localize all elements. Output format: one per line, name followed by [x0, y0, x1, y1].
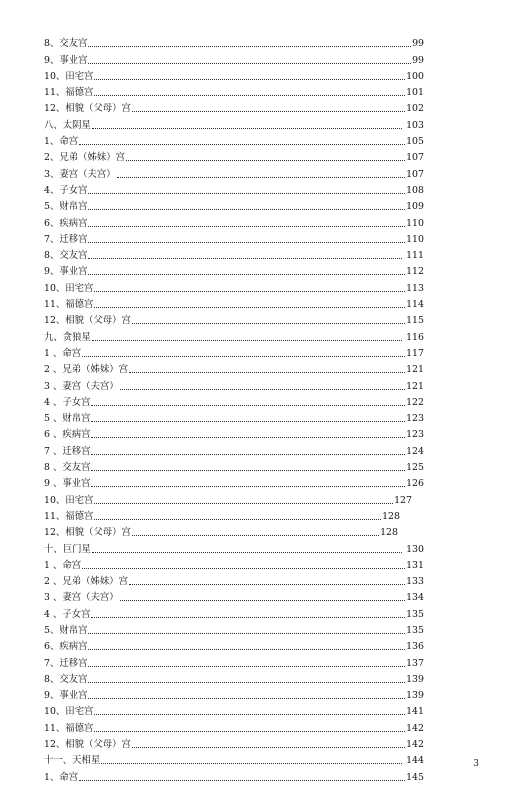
toc-entry-page: 117	[406, 347, 424, 359]
toc-entry-page: 133	[406, 576, 424, 588]
toc-entry[interactable]	[44, 376, 424, 392]
toc-entry[interactable]	[44, 409, 424, 425]
toc-entry-title: 4 、子女宫	[44, 396, 91, 408]
toc-entry-page: 109	[406, 201, 424, 213]
toc-leader-dots	[126, 160, 405, 161]
toc-entry-title: 1、命宫	[44, 136, 79, 148]
toc-entry-title: 8、交友宫	[44, 38, 88, 50]
toc-entry-title: 九、贪狼星	[44, 331, 91, 343]
toc-entry[interactable]	[44, 604, 424, 620]
toc-leader-dots	[129, 584, 405, 585]
toc-entry-page: 124	[406, 445, 424, 457]
toc-leader-dots	[91, 421, 405, 422]
toc-leader-dots	[88, 274, 405, 275]
toc-entry-page: 139	[406, 690, 424, 702]
toc-entry-title: 1 、命宫	[44, 347, 82, 359]
toc-entry-page: 134	[406, 592, 424, 604]
toc-entry[interactable]	[44, 588, 424, 604]
toc-entry-title: 11、福德宫	[44, 87, 94, 99]
toc-entry-page: 144	[406, 755, 424, 767]
toc-entry-page: 101	[406, 87, 424, 99]
toc-entry[interactable]	[44, 670, 424, 686]
toc-entry-page: 142	[406, 722, 424, 734]
toc-entry-page: 139	[406, 673, 424, 685]
toc-entry[interactable]	[44, 572, 424, 588]
toc-entry[interactable]	[44, 278, 424, 294]
toc-entry-title: 八、太阴星	[44, 119, 91, 131]
toc-entry-title: 8、交友宫	[44, 250, 88, 262]
toc-entry-title: 3 、妻宫（夫宫）	[44, 592, 119, 604]
toc-entry[interactable]	[44, 311, 424, 327]
toc-entry-title: 11、福德宫	[44, 510, 94, 522]
toc-entry[interactable]	[44, 132, 424, 148]
toc-entry[interactable]	[44, 197, 424, 213]
toc-entry-title: 7 、迁移宫	[44, 445, 91, 457]
toc-entry-page: 121	[406, 380, 424, 392]
toc-entry-page: 107	[406, 168, 424, 180]
toc-entry-page: 131	[406, 559, 424, 571]
toc-entry[interactable]	[44, 360, 424, 376]
toc-entry-page: 121	[406, 364, 424, 376]
toc-entry-page: 136	[406, 641, 424, 653]
toc-entry-title: 3、妻宫（夫宫）	[44, 168, 116, 180]
toc-entry[interactable]	[44, 653, 424, 669]
toc-entry-title: 12、相貌（父母）宫	[44, 527, 131, 539]
toc-entry-title: 3 、妻宫（夫宫）	[44, 380, 119, 392]
toc-entry-title: 2 、兄弟（姊妹）宫	[44, 576, 128, 588]
toc-leader-dots	[101, 763, 402, 764]
toc-entry[interactable]	[44, 148, 424, 164]
toc-entry[interactable]	[44, 425, 424, 441]
toc-entry-page: 135	[406, 624, 424, 636]
toc-entry-page: 110	[406, 233, 424, 245]
toc-entry[interactable]	[44, 213, 424, 229]
toc-entry-page: 116	[406, 331, 424, 343]
toc-entry[interactable]	[44, 67, 424, 83]
toc-entry-title: 2 、兄弟（姊妹）宫	[44, 364, 128, 376]
toc-leader-dots	[94, 503, 393, 504]
toc-entry-title: 5、财帛宫	[44, 624, 88, 636]
toc-entry-title: 4、子女宫	[44, 184, 88, 196]
page-number: 3	[473, 759, 479, 769]
toc-entry-page: 105	[406, 136, 424, 148]
toc-entry-title: 十一、天相星	[44, 755, 101, 767]
toc-entry-page: 102	[406, 103, 424, 115]
toc-leader-dots	[88, 63, 411, 64]
toc-leader-dots	[88, 258, 402, 259]
toc-leader-dots	[92, 340, 402, 341]
toc-leader-dots	[91, 454, 405, 455]
toc-entry-page: 122	[406, 396, 424, 408]
toc-leader-dots	[91, 486, 405, 487]
toc-entry-title: 1、命宫	[44, 771, 79, 783]
toc-entry[interactable]	[44, 181, 424, 197]
toc-leader-dots	[120, 600, 406, 601]
toc-entry[interactable]	[44, 523, 398, 539]
toc-entry-title: 4 、子女宫	[44, 608, 91, 620]
toc-entry-page: 123	[406, 429, 424, 441]
toc-entry-title: 2、兄弟（姊妹）宫	[44, 152, 125, 164]
toc-leader-dots	[94, 519, 381, 520]
toc-entry-title: 9 、事业宫	[44, 478, 91, 490]
toc-entry-title: 12、相貌（父母）宫	[44, 103, 131, 115]
toc-entry[interactable]	[44, 246, 424, 262]
toc-entry-title: 8、交友宫	[44, 673, 88, 685]
toc-leader-dots	[88, 46, 411, 47]
toc-leader-dots	[91, 617, 405, 618]
toc-entry[interactable]	[44, 99, 424, 115]
toc-entry-title: 7、迁移宫	[44, 657, 88, 669]
toc-leader-dots	[88, 682, 405, 683]
toc-leader-dots	[132, 111, 405, 112]
toc-entry-page: 137	[406, 657, 424, 669]
toc-entry[interactable]	[44, 507, 400, 523]
toc-leader-dots	[82, 356, 405, 357]
toc-entry[interactable]	[44, 50, 424, 66]
toc-leader-dots	[91, 470, 405, 471]
toc-entry-title: 1 、命宫	[44, 559, 82, 571]
toc-leader-dots	[88, 242, 405, 243]
toc-entry-title: 8 、交友宫	[44, 462, 91, 474]
toc-leader-dots	[88, 649, 405, 650]
toc-leader-dots	[120, 389, 406, 390]
toc-entry[interactable]	[44, 556, 424, 572]
toc-entry[interactable]	[44, 441, 424, 457]
toc-entry[interactable]	[44, 458, 424, 474]
toc-entry-page: 135	[406, 608, 424, 620]
toc-leader-dots	[94, 731, 405, 732]
toc-entry-page: 126	[406, 478, 424, 490]
toc-entry-title: 10、田宅宫	[44, 70, 94, 82]
toc-entry[interactable]	[44, 718, 424, 734]
toc-entry-page: 128	[380, 527, 398, 539]
toc-entry-page: 99	[412, 38, 424, 50]
toc-leader-dots	[79, 780, 405, 781]
toc-entry-page: 141	[406, 706, 424, 718]
toc-entry-page: 142	[406, 739, 424, 751]
toc-entry[interactable]	[44, 262, 424, 278]
toc-entry[interactable]	[44, 735, 424, 751]
toc-entry-page: 113	[406, 282, 424, 294]
toc-entry-page: 125	[406, 462, 424, 474]
toc-entry-title: 11、福德宫	[44, 722, 94, 734]
toc-entry[interactable]	[44, 490, 412, 506]
toc-entry-page: 123	[406, 413, 424, 425]
toc-entry[interactable]	[44, 295, 424, 311]
toc-entry[interactable]	[44, 474, 424, 490]
toc-entry-page: 127	[394, 494, 412, 506]
toc-entry-page: 103	[406, 119, 424, 131]
toc-section-entry[interactable]	[44, 539, 424, 555]
toc-leader-dots	[88, 633, 405, 634]
toc-leader-dots	[92, 128, 402, 129]
toc-section-entry[interactable]	[44, 115, 424, 131]
toc-leader-dots	[88, 209, 405, 210]
toc-entry-title: 6 、疾病宫	[44, 429, 91, 441]
toc-leader-dots	[129, 372, 405, 373]
toc-entry-page: 111	[406, 250, 424, 262]
toc-leader-dots	[94, 307, 405, 308]
toc-leader-dots	[91, 437, 405, 438]
toc-entry[interactable]	[44, 637, 424, 653]
toc-leader-dots	[94, 291, 405, 292]
toc-entry-title: 10、田宅宫	[44, 706, 94, 718]
toc-entry-page: 112	[406, 266, 424, 278]
toc-entry-title: 12、相貌（父母）宫	[44, 739, 131, 751]
toc-leader-dots	[132, 747, 405, 748]
toc-leader-dots	[92, 552, 402, 553]
toc-entry-title: 9、事业宫	[44, 690, 88, 702]
toc-entry[interactable]	[44, 164, 424, 180]
toc-entry-title: 10、田宅宫	[44, 494, 94, 506]
toc-entry-title: 10、田宅宫	[44, 282, 94, 294]
toc-leader-dots	[117, 177, 406, 178]
toc-entry-title: 11、福德宫	[44, 299, 94, 311]
toc-entry-title: 9、事业宫	[44, 54, 88, 66]
toc-leader-dots	[79, 144, 405, 145]
table-of-contents	[44, 34, 424, 784]
toc-leader-dots	[94, 95, 405, 96]
toc-entry-title: 6、疾病宫	[44, 641, 88, 653]
toc-leader-dots	[82, 568, 405, 569]
toc-entry-page: 114	[406, 299, 424, 311]
toc-entry[interactable]	[44, 83, 424, 99]
toc-entry-title: 十、巨门星	[44, 543, 91, 555]
toc-entry[interactable]	[44, 393, 424, 409]
toc-entry-page: 99	[412, 54, 424, 66]
toc-leader-dots	[88, 226, 405, 227]
toc-leader-dots	[132, 323, 405, 324]
toc-entry[interactable]	[44, 621, 424, 637]
toc-section-entry[interactable]	[44, 751, 424, 767]
toc-leader-dots	[132, 535, 379, 536]
toc-entry-title: 5 、财帛宫	[44, 413, 91, 425]
toc-section-entry[interactable]	[44, 327, 424, 343]
toc-entry[interactable]	[44, 702, 424, 718]
toc-entry-title: 5、财帛宫	[44, 201, 88, 213]
toc-entry-page: 110	[406, 217, 424, 229]
toc-entry-page: 130	[406, 543, 424, 555]
toc-entry-page: 107	[406, 152, 424, 164]
toc-leader-dots	[88, 698, 405, 699]
toc-entry-page: 145	[406, 771, 424, 783]
toc-entry-page: 115	[406, 315, 424, 327]
toc-entry-page: 128	[382, 510, 400, 522]
toc-entry[interactable]	[44, 34, 424, 50]
toc-entry-title: 9、事业宫	[44, 266, 88, 278]
toc-entry-page: 100	[406, 70, 424, 82]
toc-leader-dots	[94, 79, 405, 80]
toc-entry-page: 108	[406, 184, 424, 196]
toc-entry-title: 12、相貌（父母）宫	[44, 315, 131, 327]
toc-entry[interactable]	[44, 767, 424, 783]
toc-entry-title: 7、迁移宫	[44, 233, 88, 245]
toc-leader-dots	[88, 193, 405, 194]
toc-entry[interactable]	[44, 230, 424, 246]
toc-entry[interactable]	[44, 686, 424, 702]
toc-leader-dots	[88, 666, 405, 667]
toc-leader-dots	[91, 405, 405, 406]
toc-entry-title: 6、疾病宫	[44, 217, 88, 229]
toc-entry[interactable]	[44, 344, 424, 360]
toc-leader-dots	[94, 714, 405, 715]
